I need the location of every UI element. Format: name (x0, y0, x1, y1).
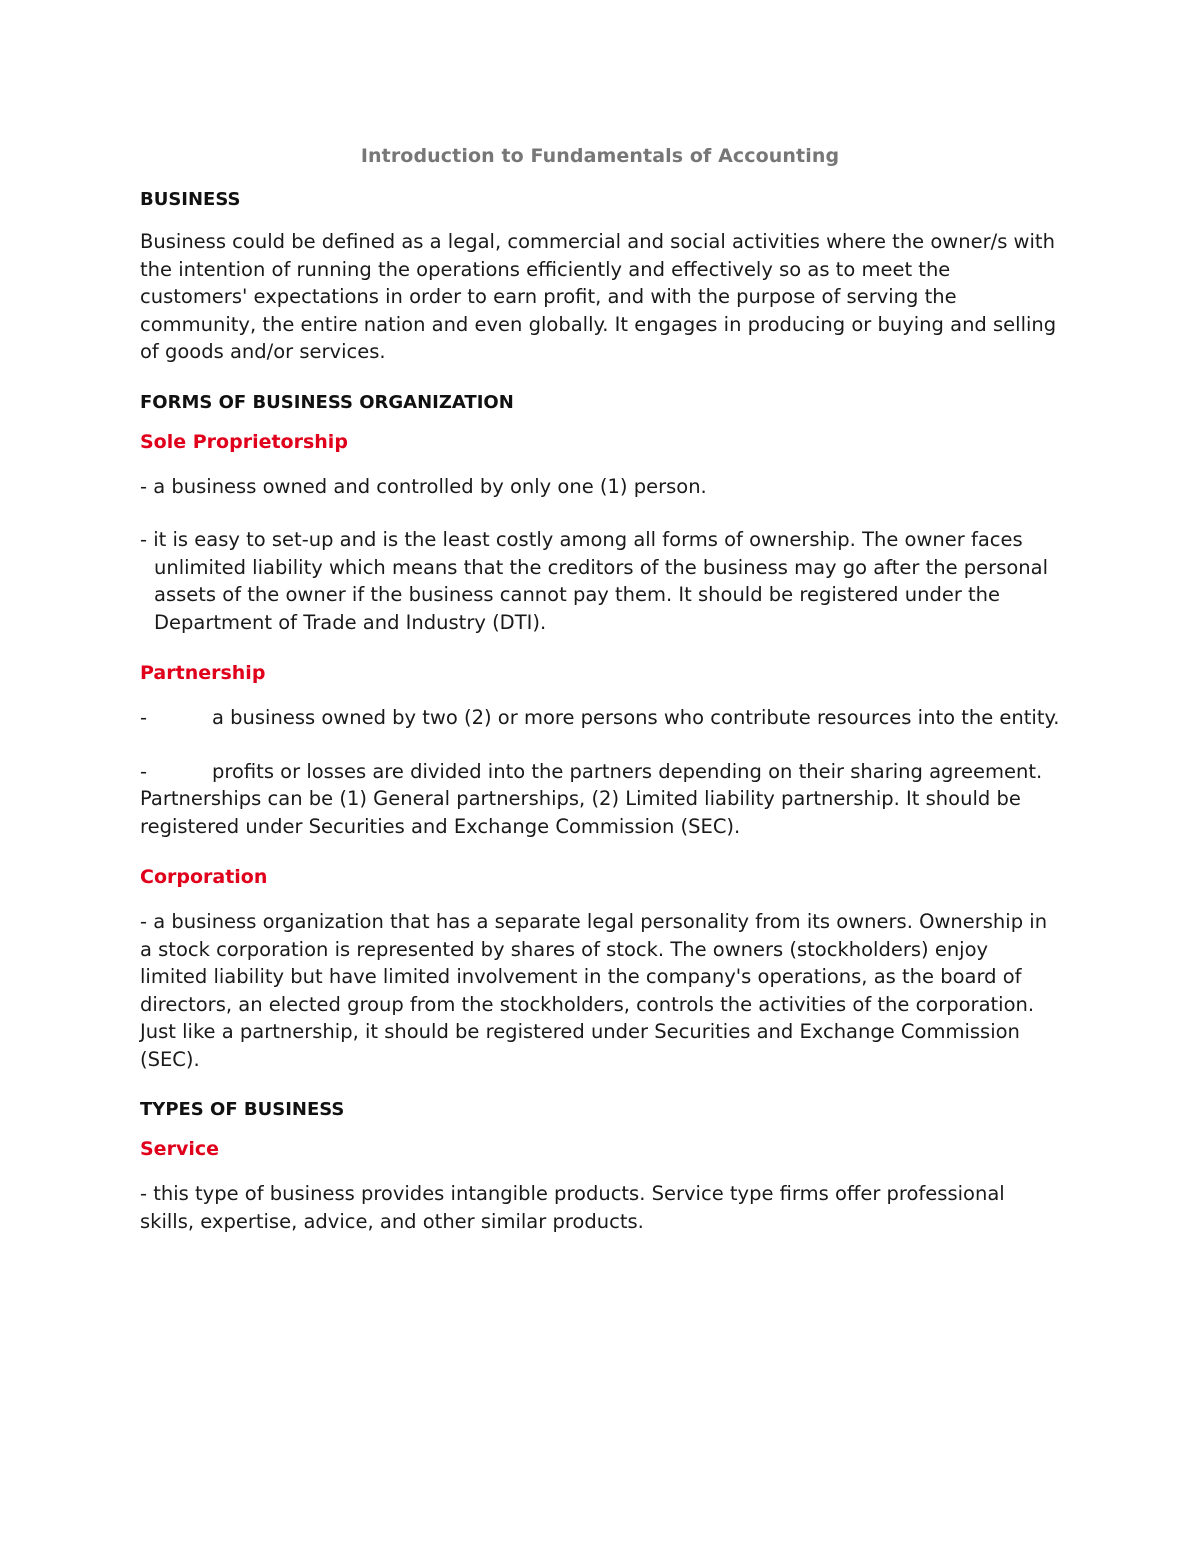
list-dash: - (140, 706, 148, 729)
partnership-point-1-text: a business owned by two (2) or more persons who contribute resources into the entity. (212, 706, 1060, 729)
sole-proprietorship-point-1: - a business owned and controlled by only one (1) person. (140, 474, 707, 498)
heading-partnership: Partnership (140, 662, 266, 684)
document-title: Introduction to Fundamentals of Accounting (360, 145, 840, 167)
business-definition: Business could be defined as a legal, commercial and social activities where the owner/s with the intention of running the operations efficiently and effectively so as to meet the customers' expectations in order to earn profit, and with the purpose of serving the community, the entire nation and even globally. It engages in producing or buying and selling of goods and/or services. (140, 230, 1057, 363)
heading-service: Service (140, 1138, 219, 1160)
heading-sole-proprietorship: Sole Proprietorship (140, 430, 348, 453)
partnership-point-1 (140, 704, 1060, 732)
corporation-point-1: - a business organization that has a separate legal personality from its owners. Ownership in a stock corporation is represented by shares of stock. The owners (stockholders) enjoy limited liability but have limited involvement in the company's operations, as the board of directors, an elected group from the stockholders, controls the activities of the corporation. Just like a partnership, it should be registered under Securities and Exchange Commission (SEC). (140, 910, 1048, 1071)
list-dash: - (140, 759, 148, 783)
heading-forms-of-business: FORMS OF BUSINESS ORGANIZATION (140, 391, 514, 413)
heading-business: BUSINESS (140, 189, 241, 210)
document-page (140, 145, 1060, 1261)
heading-types-of-business: TYPES OF BUSINESS (140, 1099, 345, 1120)
partnership-point-2-text: profits or losses are divided into the partners depending on their sharing agreement. Partnerships can be (1) General partnerships, (2) Limited liability partnership. It should be registered under Securities and Exchange Commission (SEC). (140, 759, 1043, 838)
sole-proprietorship-point-2: - it is easy to set-up and is the least costly among all forms of ownership. The owner faces unlimited liability which means that the creditors of the business may go after the personal assets of the owner if the business cannot pay them. It should be registered under the Department of Trade and Industry (DTI). (140, 528, 1049, 634)
heading-corporation: Corporation (140, 866, 268, 888)
service-point-1: - this type of business provides intangible products. Service type firms offer professional skills, expertise, advice, and other similar products. (140, 1182, 1005, 1233)
partnership-point-2 (140, 758, 1060, 841)
